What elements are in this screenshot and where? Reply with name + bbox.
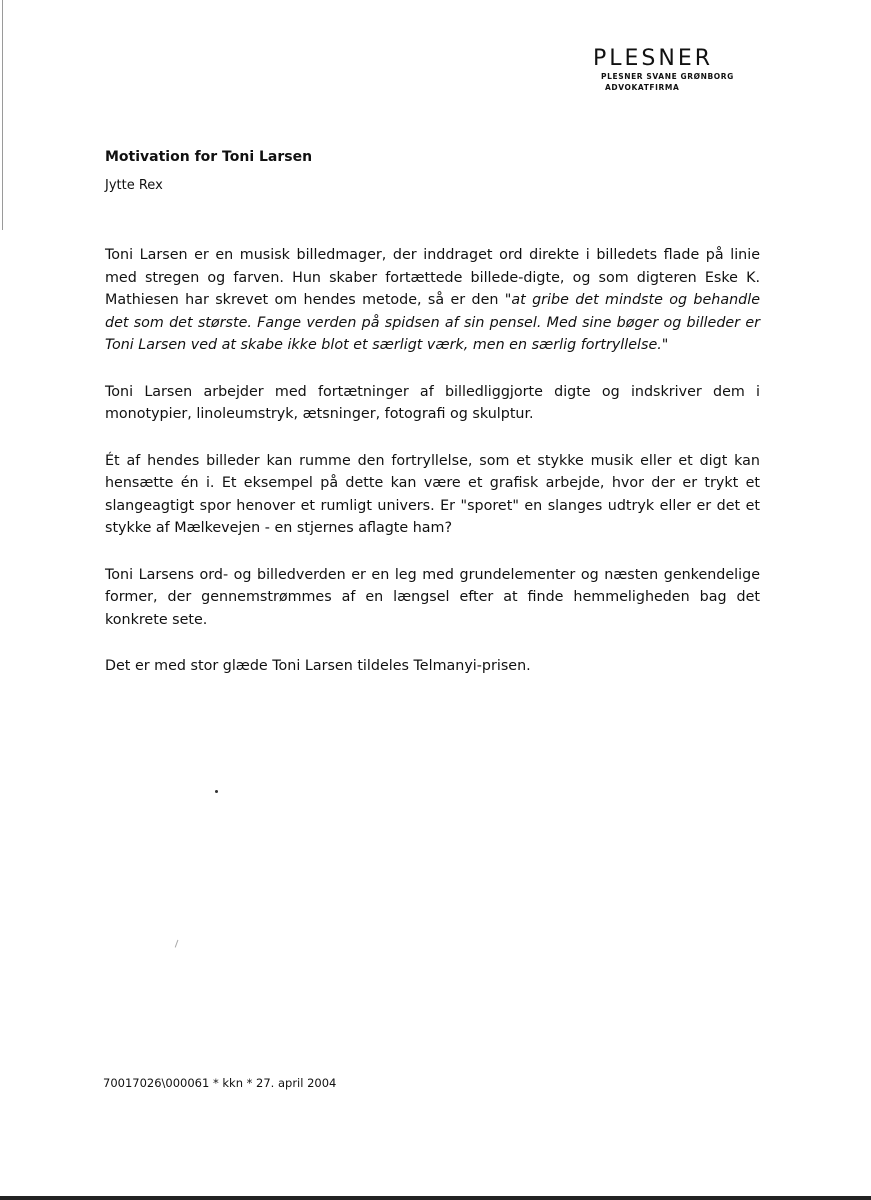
- scan-bottom-edge: [0, 1196, 871, 1200]
- paragraph-3: Ét af hendes billeder kan rumme den fortryllelse, som et stykke musik eller et digt kan hensætte én i. Et eksempel på dette kan være et grafisk arbejde, hvor der er trykt et slangeagtigt spor henover et rumligt univers. Er "sporet" en slanges udtryk eller er det et stykke af Mælkevejen - en stjernes aflagte ham?: [105, 452, 760, 536]
- paragraph-2: Toni Larsen arbejder med fortætninger af billedliggjorte digte og indskriver dem i monotypier, linoleumstryk, ætsninger, fotografi og skulptur.: [105, 383, 760, 422]
- paragraph-4: Toni Larsens ord- og billedverden er en leg med grundelementer og næsten genkendelige former, der gennemstrømmes af en længsel efter at finde hemmeligheden bag det konkrete sete.: [105, 566, 760, 628]
- document-title: Motivation for Toni Larsen: [105, 149, 313, 165]
- scan-speck-mark: [175, 940, 181, 949]
- letterhead: [593, 47, 773, 93]
- document-body: [105, 244, 760, 702]
- firm-logo: PLESNER: [593, 46, 714, 71]
- firm-name: PLESNER SVANE GRØNBORG: [601, 72, 734, 81]
- document-reference: 70017026\000061 * kkn * 27. april 2004: [103, 1076, 337, 1090]
- paragraph-5: Det er med stor glæde Toni Larsen tildeles Telmanyi-prisen.: [105, 658, 531, 674]
- scan-speck-dot: [215, 790, 218, 793]
- paragraph-1-quote: "at gribe det mindste og behandle det som det største. Fange verden på spidsen af sin pensel. Med sine bøger og billeder er Toni Larsen ved at skabe ikke blot et særligt værk, men en særlig fortryllelse.": [105, 292, 761, 353]
- paragraph-1: [105, 244, 760, 357]
- paragraph-1-intro: Toni Larsen er en musisk billedmager, der inddraget ord direkte i billedets flade på linie med stregen og farven. Hun skaber fortættede billede-digte, og som digteren Eske K. Mathiesen har skrevet om hendes metode, så er den: [105, 247, 760, 308]
- firm-type: ADVOKATFIRMA: [605, 83, 680, 92]
- scan-left-edge: [2, 0, 3, 230]
- document-author: Jytte Rex: [105, 178, 163, 193]
